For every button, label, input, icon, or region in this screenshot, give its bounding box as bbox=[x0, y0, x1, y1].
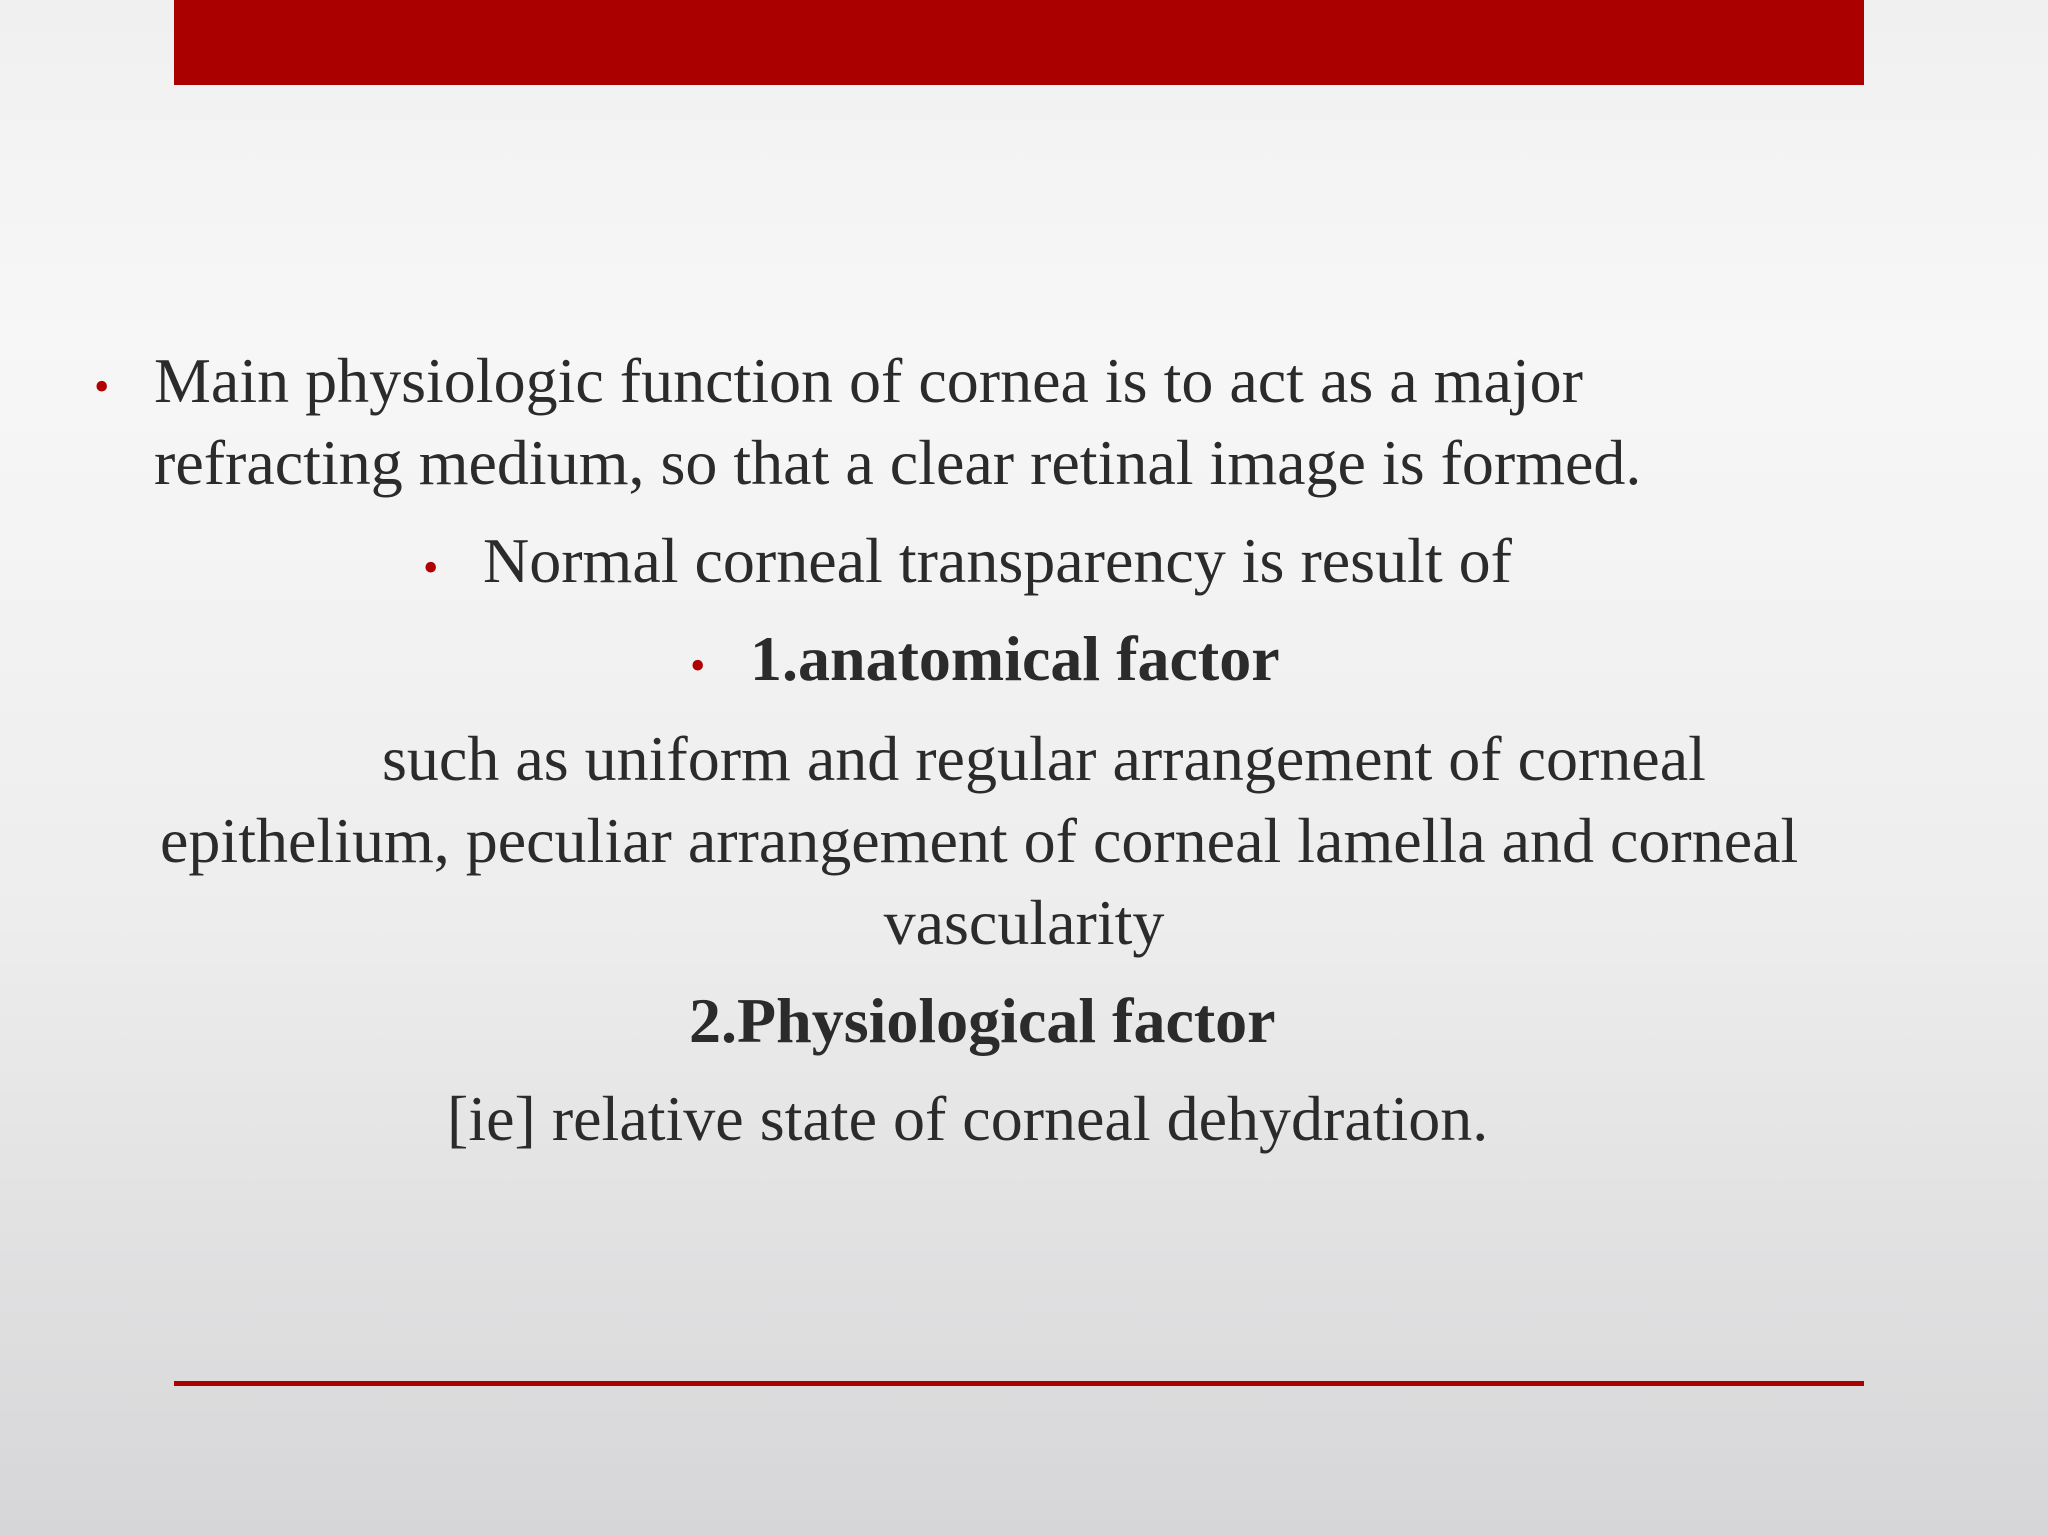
bullet-main-function-line2: refracting medium, so that a clear retinal image is formed. bbox=[154, 427, 1642, 498]
bullet-anatomical-factor: 1.anatomical factor bbox=[750, 623, 1280, 694]
anatomical-description-line3: vascularity bbox=[883, 887, 1165, 958]
top-accent-bar bbox=[174, 0, 1864, 85]
anatomical-description-line1: such as uniform and regular arrangement of corneal bbox=[382, 723, 1706, 794]
bullet-dot-icon: • bbox=[690, 641, 706, 690]
bullet-dot-icon: • bbox=[94, 362, 110, 411]
bullet-dot-icon: • bbox=[423, 543, 439, 592]
physiological-description: [ie] relative state of corneal dehydration. bbox=[447, 1083, 1489, 1154]
physiological-factor-heading: 2.Physiological factor bbox=[689, 985, 1276, 1056]
bottom-accent-rule bbox=[174, 1381, 1864, 1386]
anatomical-description-line2: epithelium, peculiar arrangement of corneal lamella and corneal bbox=[160, 805, 1799, 876]
bullet-normal-transparency: Normal corneal transparency is result of bbox=[483, 525, 1512, 596]
bullet-main-function-line1: Main physiologic function of cornea is to act as a major bbox=[154, 345, 1583, 416]
